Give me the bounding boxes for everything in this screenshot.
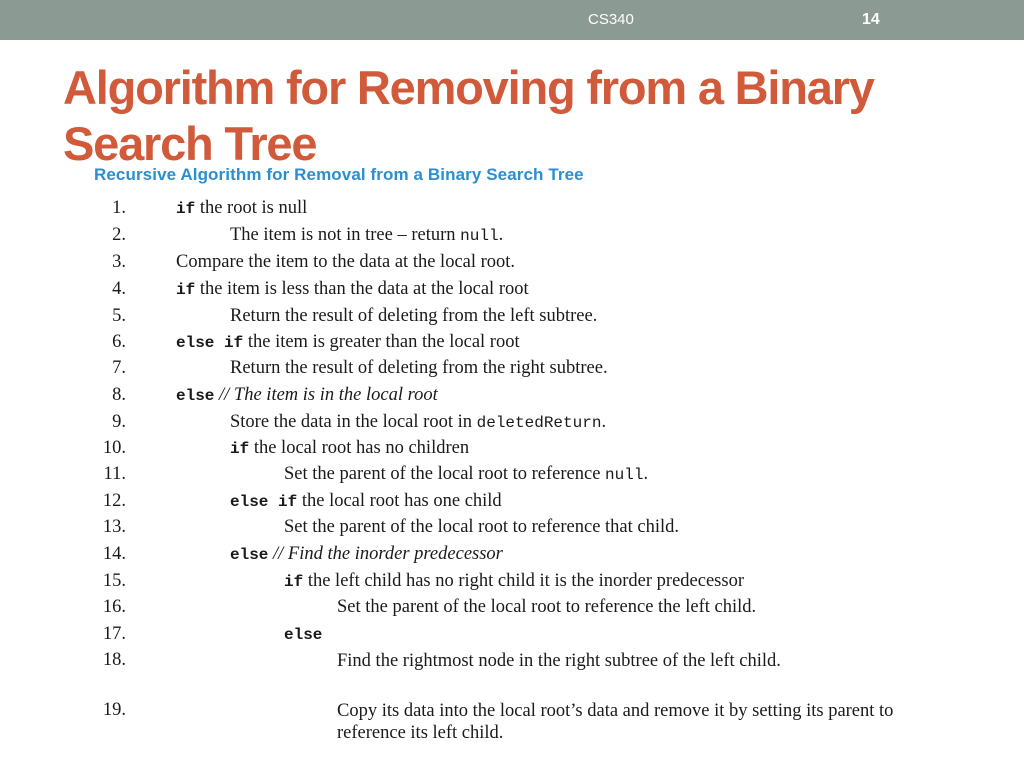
- step-number: 1.: [112, 198, 126, 218]
- step-text: The item is not in tree – return: [230, 225, 461, 245]
- step-text: Set the parent of the local root to reference that child.: [284, 517, 680, 537]
- step-number: 8.: [112, 385, 126, 405]
- step-text: the left child has no right child it is the inorder predecessor: [303, 571, 744, 591]
- step-text: Compare the item to the data at the local root.: [176, 252, 516, 272]
- step-number: 7.: [112, 358, 126, 378]
- step-15: [284, 571, 744, 592]
- comment: // Find the inorder predecessor: [268, 544, 503, 564]
- step-number: 13.: [102, 517, 126, 537]
- step-2: [230, 225, 503, 246]
- step-number: 5.: [112, 306, 126, 326]
- step-number: 2.: [112, 225, 126, 245]
- step-1: [176, 198, 307, 219]
- algorithm-heading: Recursive Algorithm for Removal from a Binary Search Tree: [94, 165, 584, 184]
- code-literal: deletedReturn: [476, 414, 602, 432]
- step-text: Copy its data into the local root’s data and remove it by setting its parent to reference its left child.: [337, 701, 894, 743]
- step-14: [230, 544, 503, 565]
- step-text: Return the result of deleting from the left subtree.: [230, 306, 598, 326]
- step-text-end: .: [498, 225, 504, 245]
- step-number: 9.: [112, 412, 126, 432]
- step-text: Set the parent of the local root to reference the left child.: [337, 597, 757, 617]
- step-number: 16.: [102, 597, 126, 617]
- step-text: the local root has one child: [297, 491, 502, 511]
- step-16: [337, 597, 756, 618]
- header-bar: [0, 0, 1024, 40]
- keyword: else: [284, 626, 323, 644]
- step-number: 19.: [102, 700, 126, 720]
- step-8: [176, 385, 438, 406]
- keyword: else if: [176, 334, 244, 352]
- step-text: the root is null: [195, 198, 308, 218]
- step-number: 12.: [102, 491, 126, 511]
- step-text: the item is greater than the local root: [243, 332, 520, 352]
- step-number: 17.: [102, 624, 126, 644]
- step-9: [230, 412, 606, 433]
- step-6: [176, 332, 520, 353]
- step-number: 14.: [102, 544, 126, 564]
- step-10: [230, 438, 469, 459]
- step-number: 3.: [112, 252, 126, 272]
- keyword: if: [230, 440, 250, 458]
- step-13: [284, 517, 679, 538]
- step-11: [284, 464, 648, 485]
- step-text: Return the result of deleting from the right subtree.: [230, 358, 608, 378]
- step-text-end: .: [601, 412, 607, 432]
- keyword: if: [176, 281, 196, 299]
- step-text-end: .: [643, 464, 649, 484]
- comment: // The item is in the local root: [214, 385, 438, 405]
- step-number: 11.: [103, 464, 126, 484]
- course-label: CS340: [588, 11, 634, 28]
- step-3: [176, 252, 515, 273]
- step-number: 10.: [102, 438, 126, 458]
- step-text: Set the parent of the local root to reference: [284, 464, 606, 484]
- step-5: [230, 306, 597, 327]
- step-number: 6.: [112, 332, 126, 352]
- step-text: the item is less than the data at the local root: [195, 279, 529, 299]
- step-text: the local root has no children: [249, 438, 470, 458]
- slide-title: Algorithm for Removing from a Binary Search Tree: [63, 61, 874, 170]
- step-text: Store the data in the local root in: [230, 412, 477, 432]
- step-17: [284, 624, 322, 645]
- keyword: else: [230, 546, 269, 564]
- step-12: [230, 491, 502, 512]
- step-number: 15.: [102, 571, 126, 591]
- code-literal: null: [460, 227, 499, 245]
- slide-number: 14: [862, 11, 880, 28]
- keyword: else if: [230, 493, 298, 511]
- keyword: if: [176, 200, 196, 218]
- step-7: [230, 358, 608, 379]
- step-18: [337, 650, 877, 672]
- code-literal: null: [605, 466, 644, 484]
- step-19: [337, 700, 897, 744]
- step-4: [176, 279, 529, 300]
- step-number: 18.: [102, 650, 126, 670]
- step-text: Find the rightmost node in the right subtree of the left child.: [337, 651, 781, 671]
- step-number: 4.: [112, 279, 126, 299]
- keyword: else: [176, 387, 215, 405]
- keyword: if: [284, 573, 304, 591]
